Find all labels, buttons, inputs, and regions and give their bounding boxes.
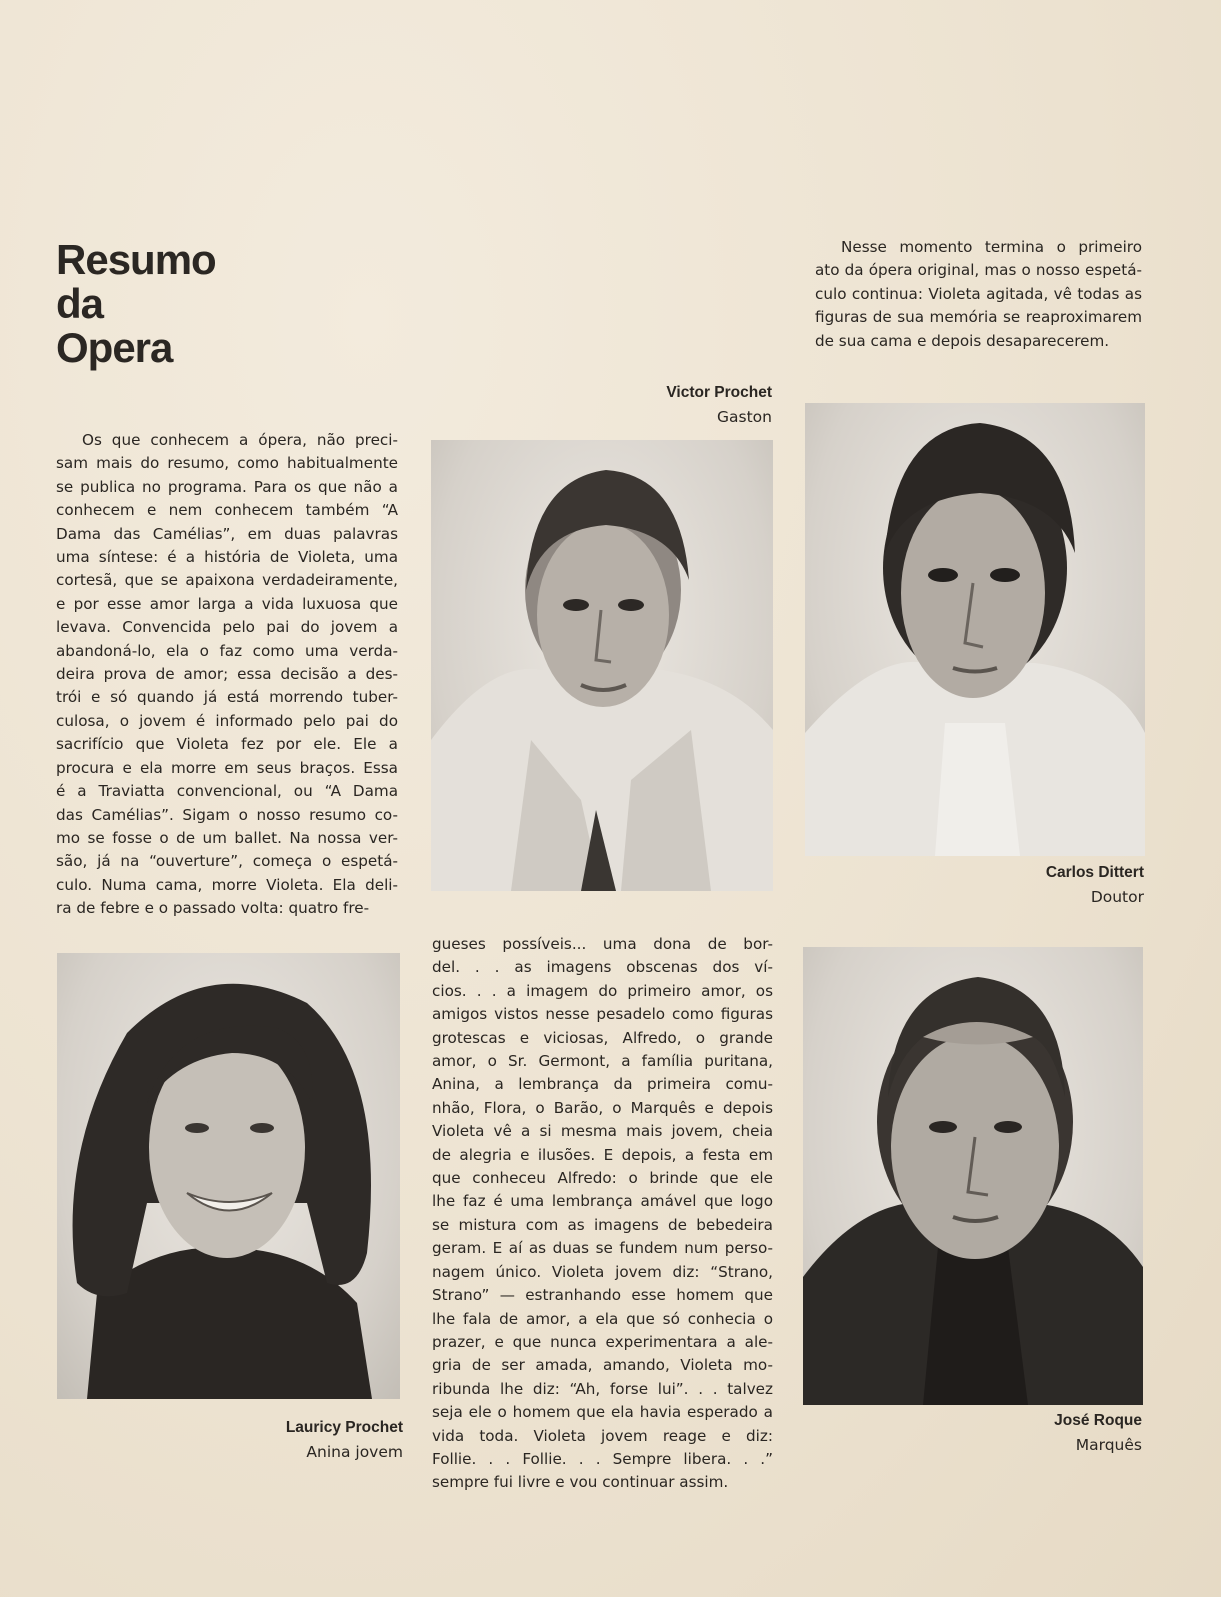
- photo-victor-prochet: [431, 440, 773, 891]
- text-line: trói e só quando já está morrendo tuber-: [56, 688, 398, 707]
- text-line: ribunda lhe diz: “Ah, forse lui”. . . talvez: [432, 1379, 773, 1398]
- text-line: del. . . as imagens obscenas dos ví-: [432, 958, 773, 977]
- text-line: sempre fui livre e vou continuar assim.: [432, 1473, 729, 1492]
- text-line: são, já na “ouverture”, começa o espetá-: [56, 852, 398, 871]
- caption-name: Victor Prochet: [666, 384, 772, 401]
- text-line: ra de febre e o passado volta: quatro fre-: [56, 899, 370, 918]
- text-line: cortesã, que se apaixona verdadeiramente,: [56, 571, 398, 590]
- page-title: [56, 238, 286, 370]
- caption-role: Marquês: [1075, 1436, 1142, 1454]
- caption-jose-roque: [930, 1409, 1142, 1457]
- text-line: cios. . . a imagem do primeiro amor, os: [432, 981, 773, 1000]
- text-line: seja ele o homem que ela havia esperado a: [432, 1403, 773, 1422]
- caption-role: Doutor: [1090, 888, 1144, 906]
- text-line: de sua cama e depois desaparecerem.: [815, 331, 1110, 350]
- text-line: nagem único. Violeta jovem diz: “Strano,: [432, 1262, 773, 1281]
- text-line: prazer, e que nunca experimentara a ale-: [432, 1332, 773, 1351]
- text-line: amigos vistos nesse pesadelo como figuras: [432, 1005, 773, 1024]
- caption-name: Carlos Dittert: [1045, 864, 1144, 881]
- text-line: Anina, a lembrança da primeira comu-: [432, 1075, 773, 1094]
- text-line: lhe fala de amor, a ela que só conhecia o: [432, 1309, 773, 1328]
- text-line: mo se fosse o de um ballet. Na nossa ver-: [56, 828, 398, 847]
- text-line: de alegria e ilusões. E depois, a festa em: [432, 1145, 773, 1164]
- text-line: vida toda. Violeta jovem reage e diz:: [432, 1426, 773, 1445]
- text-line: gueses possíveis... uma dona de bor-: [432, 935, 773, 953]
- text-column-top-right: [815, 236, 1142, 353]
- text-line: Violeta vê a si mesma mais jovem, cheia: [432, 1122, 773, 1141]
- text-line: Nesse momento termina o primeiro: [841, 238, 1142, 256]
- text-line: levava. Convencida pelo pai do jovem a: [56, 618, 398, 637]
- photo-jose-roque: [803, 947, 1143, 1405]
- text-line: procura e ela morre em seus braços. Essa: [56, 758, 398, 777]
- text-line: abandoná-lo, ela o faz como uma verda-: [56, 641, 398, 660]
- text-line: gria de ser amada, amando, Violeta mo-: [432, 1356, 773, 1375]
- text-line: Dama das Camélias”, em duas palavras: [56, 524, 398, 543]
- caption-role: Anina jovem: [306, 1443, 403, 1461]
- text-line: Os que conhecem a ópera, não preci-: [82, 431, 398, 449]
- text-column-center: [432, 933, 773, 1495]
- text-line: geram. E aí as duas se fundem num perso-: [432, 1239, 773, 1258]
- text-line: é a Traviatta convencional, ou “A Dama: [56, 782, 398, 801]
- text-column-left: [56, 429, 398, 921]
- text-line: culo continua: Violeta agitada, vê todas as: [815, 284, 1142, 303]
- text-line: se publica no programa. Para os que não a: [56, 477, 398, 496]
- text-line: ato da ópera original, mas o nosso espetá-: [815, 261, 1142, 280]
- title-line: Opera: [56, 324, 173, 371]
- caption-name: José Roque: [1054, 1412, 1142, 1429]
- text-line: das Camélias”. Sigam o nosso resumo co-: [56, 805, 398, 824]
- text-line: culo. Numa cama, morre Violeta. Ela deli-: [56, 875, 398, 894]
- text-line: uma síntese: é a história de Violeta, uma: [56, 548, 398, 567]
- photo-carlos-dittert: [805, 403, 1145, 856]
- text-line: amor, o Sr. Germont, a família puritana,: [432, 1052, 773, 1071]
- text-line: se mistura com as imagens de bebedeira: [432, 1215, 773, 1234]
- text-line: grotescas e viciosas, Alfredo, o grande: [432, 1028, 773, 1047]
- text-line: conhecem e nem conhecem também “A: [56, 501, 398, 520]
- caption-lauricy-prochet: [200, 1416, 403, 1464]
- caption-role: Gaston: [717, 408, 772, 426]
- text-line: sam mais do resumo, como habitualmente: [56, 454, 398, 473]
- text-line: nhão, Flora, o Barão, o Marquês e depois: [432, 1098, 773, 1117]
- text-line: lhe faz é uma lembrança amável que logo: [432, 1192, 773, 1211]
- caption-name: Lauricy Prochet: [285, 1419, 403, 1436]
- text-line: que conheceu Alfredo: o brinde que ele: [432, 1169, 773, 1188]
- caption-carlos-dittert: [930, 861, 1144, 909]
- photo-lauricy-prochet: [57, 953, 400, 1399]
- text-line: deira prova de amor; essa decisão a des-: [56, 665, 398, 684]
- text-line: Strano” — estranhando esse homem que: [432, 1286, 773, 1305]
- text-line: culosa, o jovem é informado pelo pai do: [56, 711, 398, 730]
- text-line: sacrifício que Violeta fez por ele. Ele a: [56, 735, 398, 754]
- title-line: Resumo: [56, 236, 216, 283]
- text-line: figuras de sua memória se reaproximarem: [815, 308, 1142, 327]
- text-line: Follie. . . Follie. . . Sempre libera. . .”: [432, 1449, 773, 1468]
- caption-victor-prochet: [560, 381, 772, 429]
- title-line: da: [56, 280, 104, 327]
- text-line: e por esse amor larga a vida luxuosa que: [56, 594, 398, 613]
